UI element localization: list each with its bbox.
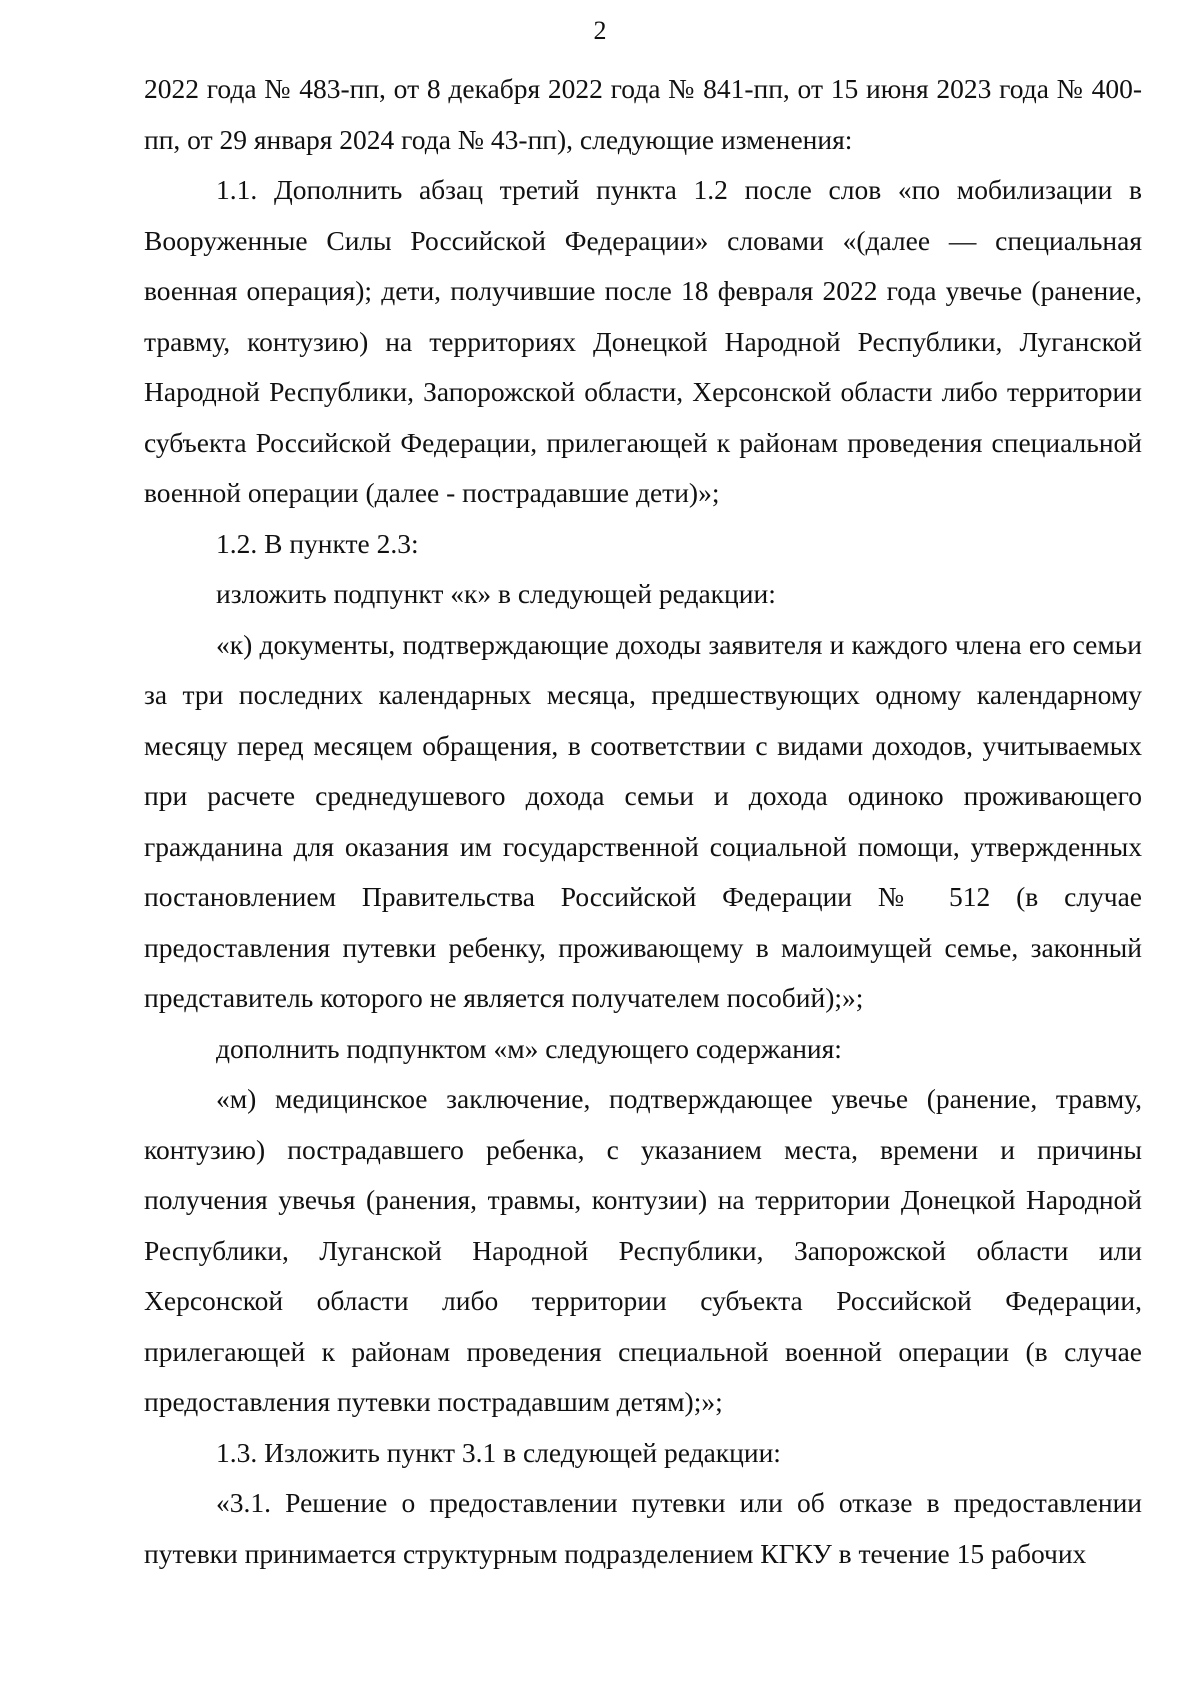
page-number: 2 [593,16,607,45]
paragraph: 2022 года № 483-пп, от 8 декабря 2022 года № 841-пп, от 15 июня 2023 года № 400-пп, от 29 января 2024 года № 43-пп), следующие изменения: [144,73,1142,155]
paragraph: дополнить подпунктом «м» следующего содержания: [216,1032,842,1064]
document-body [144,64,1142,1579]
paragraph: «3.1. Решение о предоставлении путевки или об отказе в предоставлении путевки принимается структурным подразделением КГКУ в течение 15 рабочих [144,1487,1142,1569]
paragraph: «м) медицинское заключение, подтверждающее увечье (ранение, травму, контузию) пострадавшего ребенка, с указанием места, времени и причины получения увечья (ранения, травмы, контузии) на территории Донецкой Народной Республики, Луганской Народной Республики, Запорожской области или Херсонской области либо территории субъекта Российской Федерации, прилегающей к районам проведения специальной военной операции (в случае предоставления путевки пострадавшим детям);»; [144,1083,1142,1417]
paragraph: 1.1. Дополнить абзац третий пункта 1.2 после слов «по мобилизации в Вооруженные Силы Российской Федерации» словами «(далее — специальная военная операция); дети, получившие после 18 февраля 2022 года увечье (ранение, травму, контузию) на территориях Донецкой Народной Республики, Луганской Народной Республики, Запорожской области, Херсонской области либо территории субъекта Российской Федерации, прилегающей к районам проведения специальной военной операции (далее - пострадавшие дети)»; [144,174,1142,508]
paragraph: 1.2. В пункте 2.3: [216,527,419,559]
paragraph: 1.3. Изложить пункт 3.1 в следующей редакции: [216,1436,781,1468]
paragraph: «к) документы, подтверждающие доходы заявителя и каждого члена его семьи за три последних календарных месяца, предшествующих одному календарному месяцу перед месяцем обращения, в соответствии с видами доходов, учитываемых при расчете среднедушевого дохода семьи и дохода одиноко проживающего гражданина для оказания им государственной социальной помощи, утвержденных постановлением Правительства Российской Федерации № 512 (в случае предоставления путевки ребенку, проживающему в малоимущей семье, законный представитель которого не является получателем пособий);»; [144,628,1142,1013]
paragraph: изложить подпункт «к» в следующей редакции: [216,578,776,609]
